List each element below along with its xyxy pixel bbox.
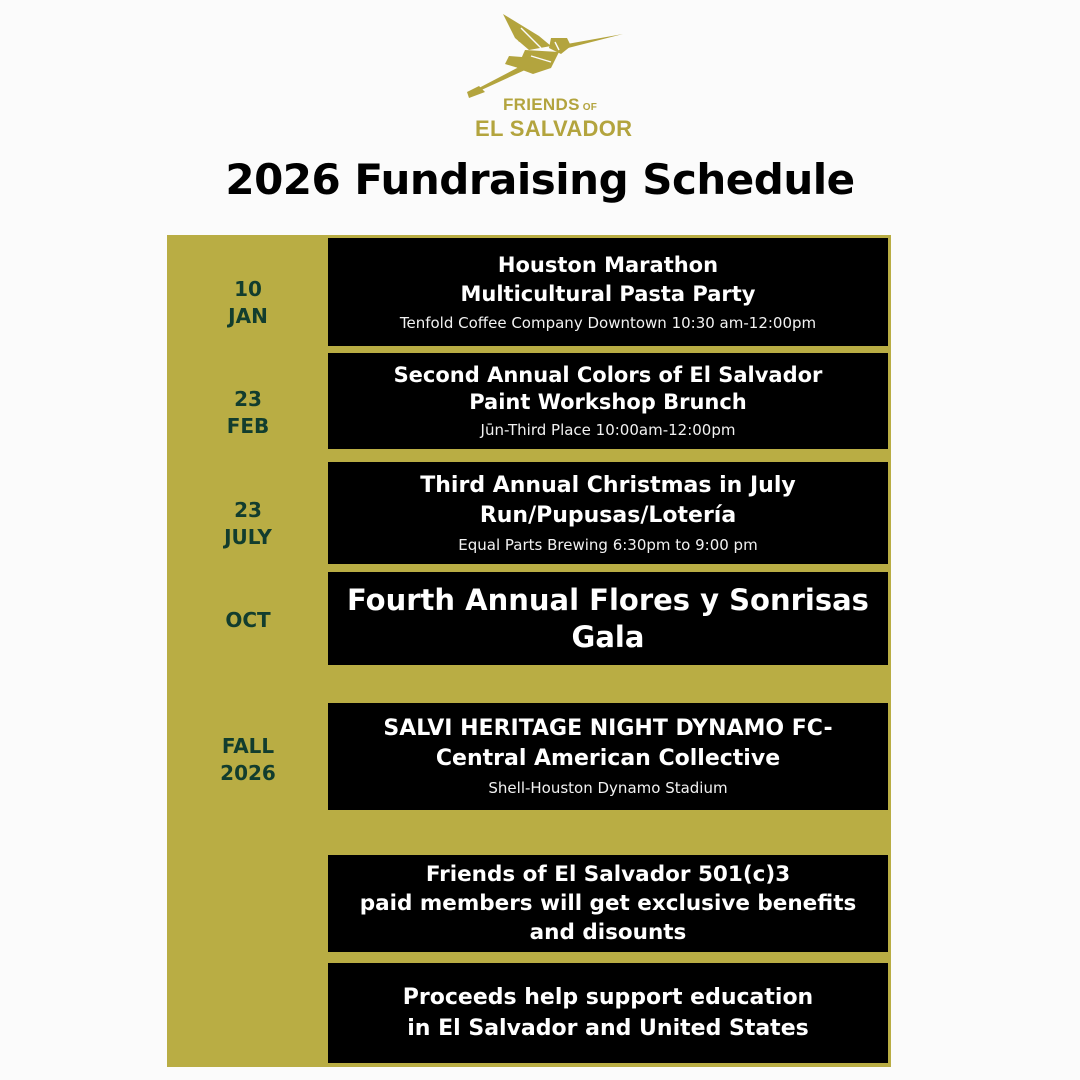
- note-line: Proceeds help support education: [402, 985, 814, 1010]
- hummingbird-icon: [455, 12, 625, 102]
- event-card-flores-y-sonrisas-gala: [328, 572, 888, 665]
- note-line: and disounts: [529, 920, 687, 945]
- event-details: Tenfold Coffee Company Downtown 10:30 am-12:00pm: [399, 313, 817, 332]
- event-title: Central American Collective: [435, 746, 781, 771]
- event-date-july: 23 JULY: [224, 498, 272, 549]
- logo: [455, 12, 633, 141]
- event-date-feb: 23 FEB: [226, 387, 270, 438]
- event-title: Paint Workshop Brunch: [469, 389, 747, 414]
- event-title: Gala: [571, 619, 645, 654]
- event-title: Houston Marathon: [497, 252, 719, 277]
- event-title: Third Annual Christmas in July: [420, 472, 796, 498]
- event-details: Jūn-Third Place 10:00am-12:00pm: [480, 420, 736, 439]
- event-title: Run/Pupusas/Lotería: [479, 502, 737, 528]
- proceeds-note: [328, 963, 888, 1063]
- event-card-houston-marathon: [328, 238, 888, 346]
- event-title: Fourth Annual Flores y Sonrisas: [347, 582, 869, 617]
- event-title: SALVI HERITAGE NIGHT DYNAMO FC-: [383, 716, 833, 741]
- event-title: Second Annual Colors of El Salvador: [393, 362, 823, 387]
- event-details: Shell-Houston Dynamo Stadium: [488, 779, 728, 797]
- note-line: paid members will get exclusive benefits: [359, 891, 857, 916]
- event-date-oct: OCT: [225, 608, 271, 632]
- event-details: Equal Parts Brewing 6:30pm to 9:00 pm: [458, 535, 758, 554]
- note-line: in El Salvador and United States: [407, 1016, 809, 1041]
- event-title: Multicultural Pasta Party: [460, 281, 756, 306]
- event-date-fall-2026: FALL 2026: [220, 734, 276, 785]
- logo-text-friends: FRIENDS OF: [503, 95, 598, 114]
- event-date-jan: 10 JAN: [228, 277, 268, 328]
- event-card-salvi-heritage-night: [328, 703, 888, 810]
- event-card-colors-of-el-salvador: [328, 353, 888, 449]
- logo-text-of: OF: [582, 102, 598, 113]
- logo-text-el-salvador: EL SALVADOR: [475, 116, 633, 141]
- page-title: 2026 Fundraising Schedule: [225, 155, 855, 204]
- event-card-christmas-in-july: [328, 462, 888, 564]
- membership-note: [328, 855, 888, 952]
- note-line: Friends of El Salvador 501(c)3: [425, 862, 791, 887]
